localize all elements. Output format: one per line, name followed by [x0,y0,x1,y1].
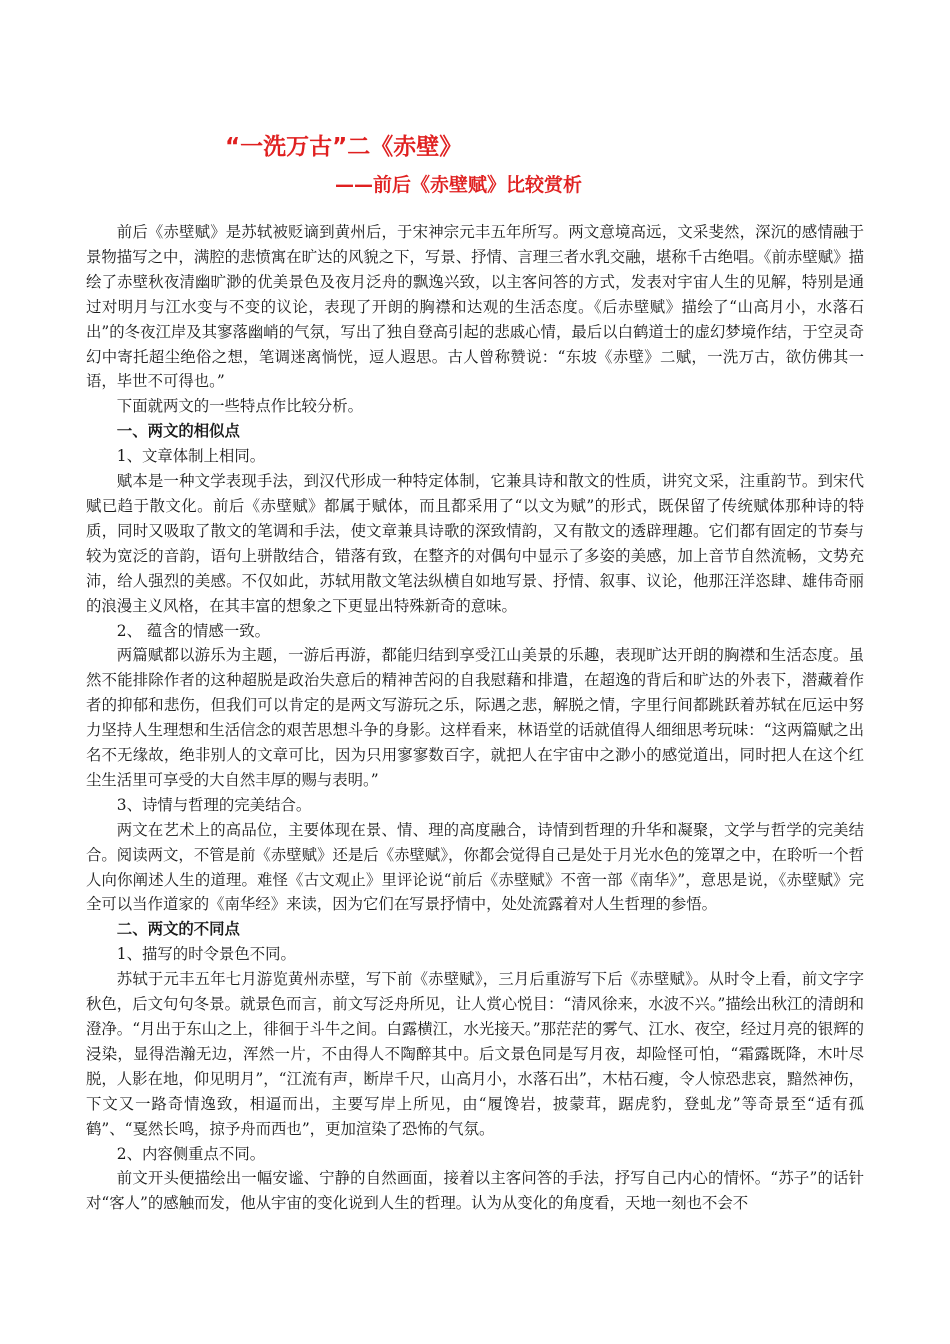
document-subtitle: ——前后《赤壁赋》比较赏析 [335,174,583,196]
document-title: “一洗万古”二《赤壁》 [225,134,463,160]
paragraph: 赋本是一种文学表现手法，到汉代形成一种特定体制，它兼具诗和散文的性质，讲究文采，注重韵节。到宋代赋已趋于散文化。前后《赤壁赋》都属于赋体，而且都采用了“以文为赋”的形式，既保留了传统赋体那种诗的特质，同时又吸取了散文的笔调和手法，使文章兼具诗歌的深致情韵，又有散文的透辟理趣。它们都有固定的节奏与较为宽泛的音韵，语句上骈散结合，错落有致，在整齐的对偶句中显示了多姿的美感，加上音节自然流畅，文势充沛，给人强烈的美感。不仅如此，苏轼用散文笔法纵横自如地写景、抒情、叙事、议论，他那汪洋恣肆、雄伟奇丽的浪漫主义风格，在其丰富的想象之下更显出特殊新奇的意味。 [86,472,864,615]
paragraph: 3、诗情与哲理的完美结合。 [116,795,312,814]
paragraph: 2、内容侧重点不同。 [116,1144,266,1163]
document-body [86,220,864,1216]
paragraph: 苏轼于元丰五年七月游览黄州赤壁，写下前《赤壁赋》，三月后重游写下后《赤壁赋》。从时令上看，前文字字秋色，后文句句冬景。就景色而言，前文写泛舟所见，让人赏心悦目：“清风徐来，水波不兴。”描绘出秋江的清朗和澄净。“月出于东山之上，徘徊于斗牛之间。白露横江，水光接天。”那茫茫的雾气、江水、夜空，经过月亮的银辉的浸染，显得浩瀚无边，浑然一片，不由得人不陶醉其中。后文景色同是写月夜，却险怪可怕，“霜露既降，木叶尽脱，人影在地，仰见明月”，“江流有声，断岸千尺，山高月小，水落石出”，木枯石瘦，令人惊恐悲哀，黯然神伤，下文又一路奇情逸致，相逼而出，主要写岸上所见，由“履馋岩，披蒙茸，踞虎豹，登虬龙”等奇景至“适有孤鹤”、“戛然长鸣，掠予舟而西也”，更加渲染了恐怖的气氛。 [86,970,864,1138]
paragraph: 1、文章体制上相同。 [116,447,266,466]
paragraph: 两文在艺术上的高品位，主要体现在景、情、理的高度融合，诗情到哲理的升华和凝聚，文学与哲学的完美结合。阅读两文，不管是前《赤壁赋》还是后《赤壁赋》，你都会觉得自己是处于月光水色的笼罩之中，在聆听一个哲人向你阐述人生的道理。难怪《古文观止》里评论说“前后《赤壁赋》不啻一部《南华》”，意思是说，《赤壁赋》完全可以当作道家的《南华经》来读，因为它们在写景抒情中，处处流露着对人生哲理的参悟。 [86,820,864,914]
paragraph: 前后《赤壁赋》是苏轼被贬谪到黄州后，于宋神宗元丰五年所写。两文意境高远，文采斐然，深沉的感情融于景物描写之中，满腔的悲愤寓在旷达的风貌之下，写景、抒情、言理三者水乳交融，堪称千古绝唱。《前赤壁赋》描绘了赤壁秋夜清幽旷渺的优美景色及夜月泛舟的飘逸兴致，以主客问答的方式，发表对宇宙人生的见解，特别是通过对明月与江水变与不变的议论，表现了开朗的胸襟和达观的生活态度。《后赤壁赋》描绘了“山高月小，水落石出”的冬夜江岸及其寥落幽峭的气氛，写出了独自登高引起的悲戚心情，最后以白鹤道士的虚幻梦境作结，于空灵奇幻中寄托超尘绝俗之想，笔调迷离惝恍，逗人遐思。古人曾称赞说：“东坡《赤壁》二赋，一洗万古，欲仿佛其一语，毕世不可得也。” [86,223,864,391]
paragraph: 2、 蕴含的情感一致。 [116,621,270,640]
paragraph: 下面就两文的一些特点作比较分析。 [116,397,364,416]
paragraph: 前文开头便描绘出一幅安谧、宁静的自然画面，接着以主客问答的手法，抒写自己内心的情怀。“苏子”的话针对“客人”的感触而发，他从宇宙的变化说到人生的哲理。认为从变化的角度看，天地一刻也不会不 [86,1169,864,1213]
section-heading: 一、两文的相似点 [116,422,240,441]
paragraph: 两篇赋都以游乐为主题，一游后再游，都能归结到享受江山美景的乐趣，表现旷达开朗的胸襟和生活态度。虽然不能排除作者的这种超脱是政治失意后的精神苦闷的自我慰藉和排遣，在超逸的背后和旷达的外表下，潜藏着作者的抑郁和悲伤，但我们可以肯定的是两文写游玩之乐，际遇之悲，解脱之情，字里行间都跳跃着苏轼在厄运中努力坚持人生理想和生活信念的艰苦思想斗争的身影。这样看来，林语堂的话就值得人细细思考玩味：“这两篇赋之出名不无缘故，绝非别人的文章可比，因为只用寥寥数百字，就把人在宇宙中之渺小的感觉道出，同时把人在这个红尘生活里可享受的大自然丰厚的赐与表明。” [86,646,864,789]
section-heading: 二、两文的不同点 [116,920,240,939]
paragraph: 1、描写的时令景色不同。 [116,945,296,964]
